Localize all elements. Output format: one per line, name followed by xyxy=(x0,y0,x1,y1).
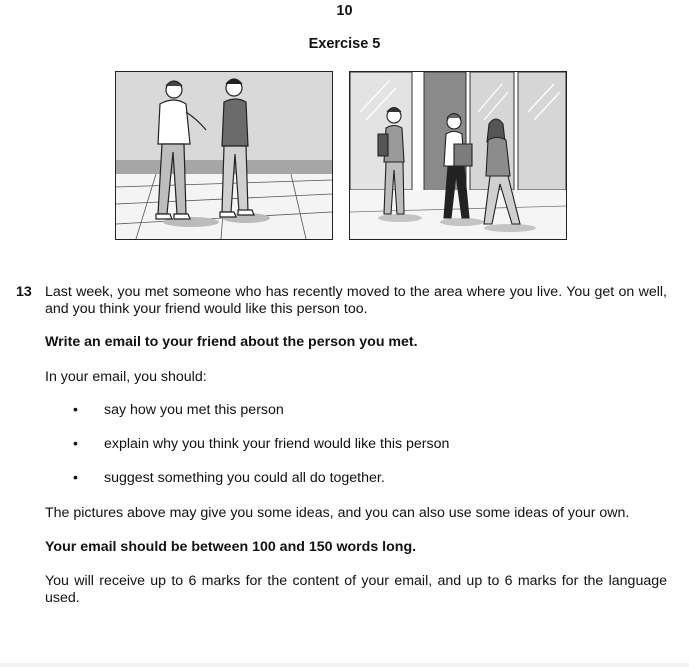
marks-info: You will receive up to 6 marks for the content of your email, and up to 6 marks for the language used. xyxy=(45,573,667,606)
picture-people-leaving-building xyxy=(349,71,567,240)
pictures-note: The pictures above may give you some ideas, and you can also use some ideas of your own. xyxy=(45,505,630,521)
question-intro: Last week, you met someone who has recently moved to the area where you live. You get on well, and you think your friend would like this person too. xyxy=(45,284,667,317)
question-number: 13 xyxy=(16,284,32,300)
bullet-mark: • xyxy=(73,402,78,418)
task-instruction: Write an email to your friend about the person you met. xyxy=(45,334,418,350)
page-bottom-edge xyxy=(0,663,689,667)
bullet-item: explain why you think your friend would like this person xyxy=(104,436,450,452)
page-number: 10 xyxy=(336,3,353,19)
bullet-item: say how you met this person xyxy=(104,402,284,418)
bullet-item: suggest something you could all do together. xyxy=(104,470,385,486)
word-limit: Your email should be between 100 and 150 words long. xyxy=(45,539,417,555)
exercise-title: Exercise 5 xyxy=(308,36,381,52)
bullet-intro: In your email, you should: xyxy=(45,369,207,385)
picture-two-men-talking xyxy=(115,71,333,240)
bullet-mark: • xyxy=(73,470,78,486)
bullet-mark: • xyxy=(73,436,78,452)
